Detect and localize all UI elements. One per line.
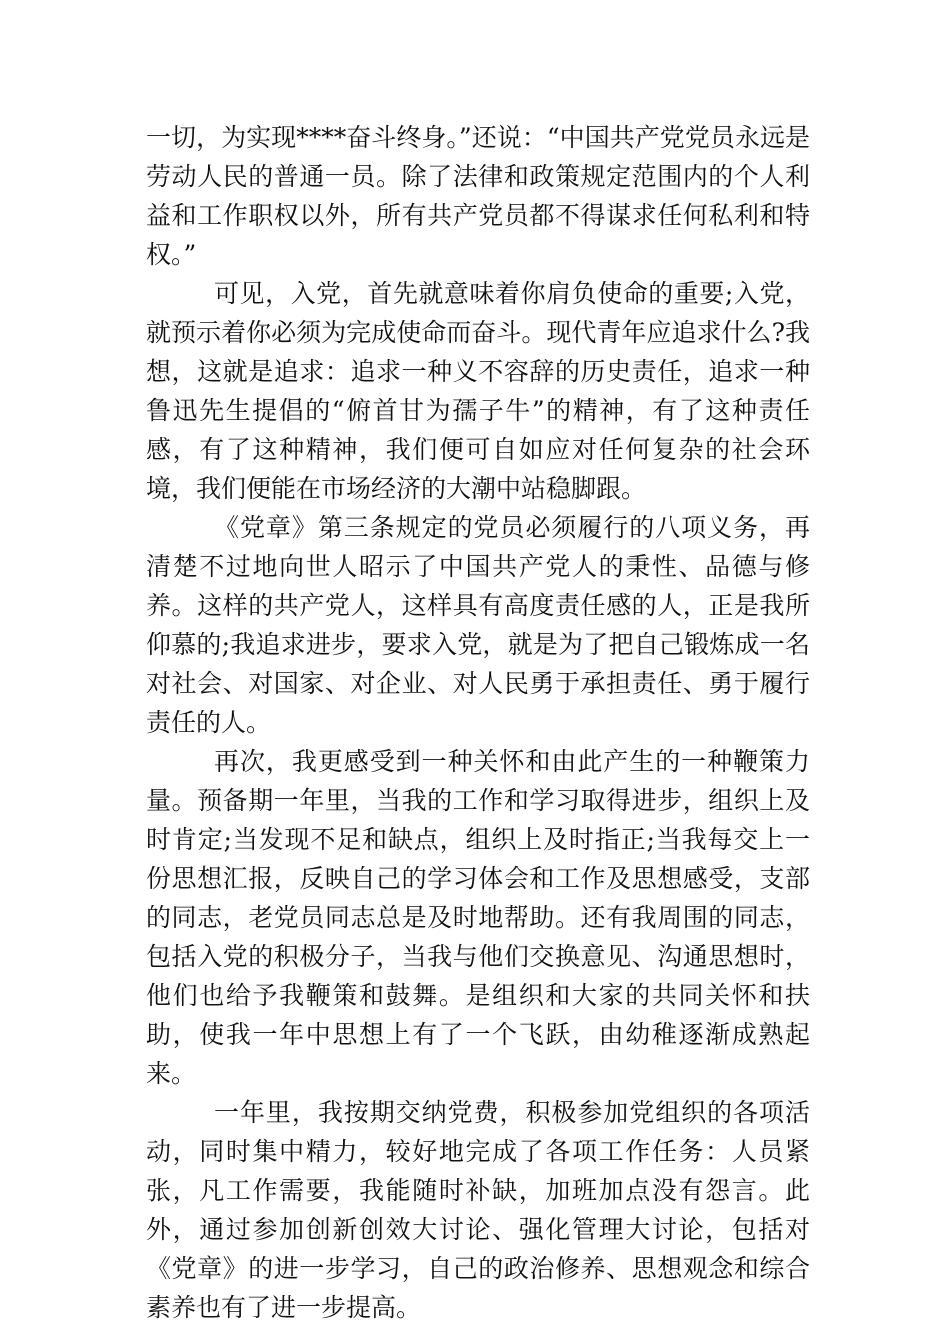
paragraph-mission: 可见，入党，首先就意味着你肩负使命的重要;入党，就预示着你必须为完成使命而奋斗。现代青年应追求什么?我想，这就是追求：追求一种义不容辞的历史责任，追求一种鲁迅先生提倡的“俯首甘为孺子牛”的精神，有了这种责任感，有了这种精神，我们便可自如应对任何复杂的社会环境，我们便能在市场经济的大潮中站稳脚跟。 bbox=[146, 279, 810, 503]
paragraph-year-summary: 一年里，我按期交纳党费，积极参加党组织的各项活动，同时集中精力，较好地完成了各项工作任务：人员紧张，凡工作需要，我能随时补缺，加班加点没有怨言。此外，通过参加创新创效大讨论、强化管理大讨论，包括对《党章》的进一步学习，自己的政治修养、思想观念和综合素养也有了进一步提高。 bbox=[146, 1098, 810, 1322]
document-body bbox=[146, 118, 810, 1327]
paragraph-party-charter: 《党章》第三条规定的党员必须履行的八项义务，再清楚不过地向世人昭示了中国共产党人的秉性、品德与修养。这样的共产党人，这样具有高度责任感的人，正是我所仰慕的;我追求进步，要求入党，就是为了把自己锻炼成一名对社会、对国家、对企业、对人民勇于承担责任、勇于履行责任的人。 bbox=[146, 513, 810, 737]
paragraph-continuation: 一切，为实现****奋斗终身。”还说：“中国共产党党员永远是劳动人民的普通一员。除了法律和政策规定范围内的个人利益和工作职权以外，所有共产党员都不得谋求任何私利和特权。” bbox=[146, 123, 810, 269]
paragraph-care-encouragement: 再次，我更感受到一种关怀和由此产生的一种鞭策力量。预备期一年里，当我的工作和学习取得进步，组织上及时肯定;当发现不足和缺点，组织上及时指正;当我每交上一份思想汇报，反映自己的学习体会和工作及思想感受，支部的同志，老党员同志总是及时地帮助。还有我周围的同志，包括入党的积极分子，当我与他们交换意见、沟通思想时，他们也给予我鞭策和鼓舞。是组织和大家的共同关怀和扶助，使我一年中思想上有了一个飞跃，由幼稚逐渐成熟起来。 bbox=[146, 747, 810, 1088]
